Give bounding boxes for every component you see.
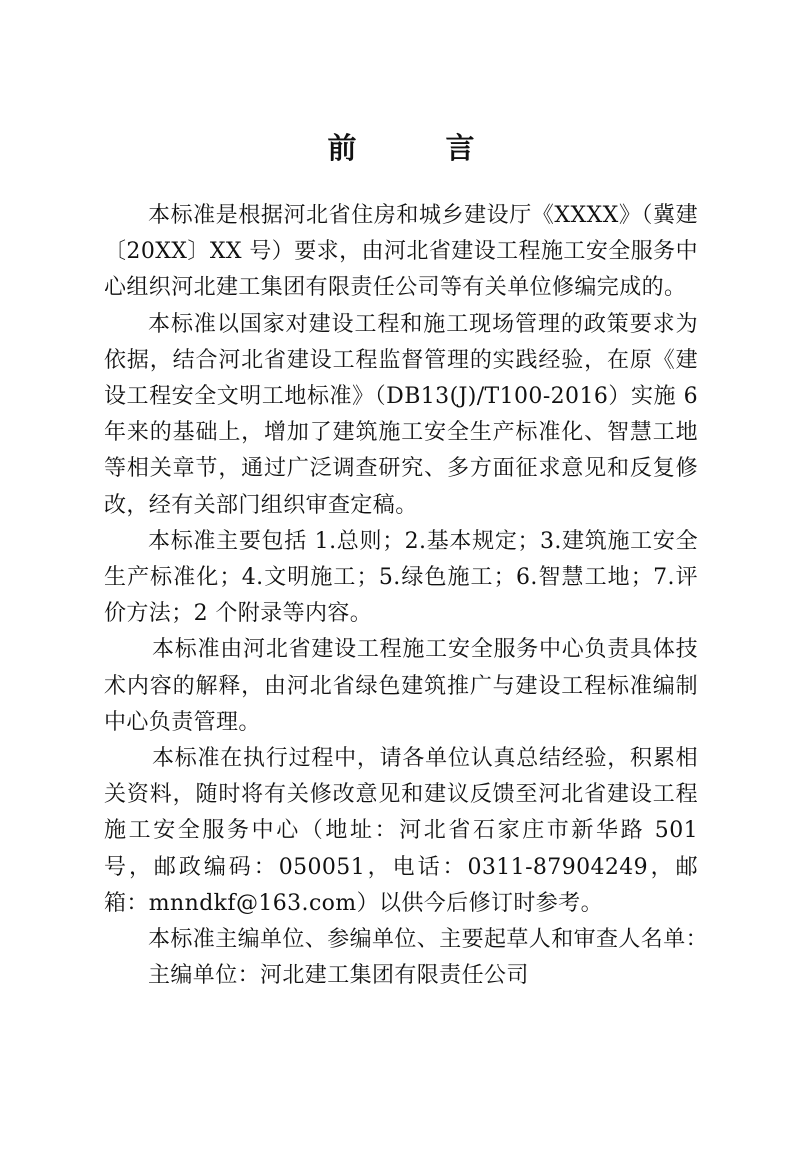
paragraph-feedback: 本标准在执行过程中，请各单位认真总结经验，积累相关资料，随时将有关修改意见和建议反馈至河北省建设工程施工安全服务中心（地址：河北省石家庄市新华路 501 号，邮政编码：050051，电话：0311-87904249，邮箱：mnndkf@163.com）以供今后修订时参考。 [104, 746, 698, 916]
paragraph-contents: 本标准主要包括 1.总则；2.基本规定；3.建筑施工安全生产标准化；4.文明施工；5.绿色施工；6.智慧工地；7.评价方法；2 个附录等内容。 [104, 528, 698, 627]
paragraph-basis: 本标准是根据河北省住房和城乡建设厅《XXXX》（冀建〔20XX〕XX 号）要求，由河北省建设工程施工安全服务中心组织河北建工集团有限责任公司等有关单位修编完成的。 [104, 203, 698, 301]
page-title: 前 言 [327, 131, 505, 165]
paragraph-background: 本标准以国家对建设工程和施工现场管理的政策要求为依据，结合河北省建设工程监督管理的实践经验，在原《建设工程安全文明工地标准》（DB13(J)/T100-2016）实施 6 年来的基础上，增加了建筑施工安全生产标准化、智慧工地等相关章节，通过广泛调查研究、多方面征求意见和反复修改，经有关部门组织审查定稿。 [104, 311, 698, 518]
paragraph-list-intro: 本标准主编单位、参编单位、主要起草人和审查人名单： [148, 927, 709, 953]
document-body [104, 198, 709, 994]
paragraph-interpretation: 本标准由河北省建设工程施工安全服务中心负责具体技术内容的解释，由河北省绿色建筑推广与建设工程标准编制中心负责管理。 [104, 637, 698, 735]
paragraph-chief-editor: 主编单位：河北建工集团有限责任公司 [148, 963, 529, 989]
